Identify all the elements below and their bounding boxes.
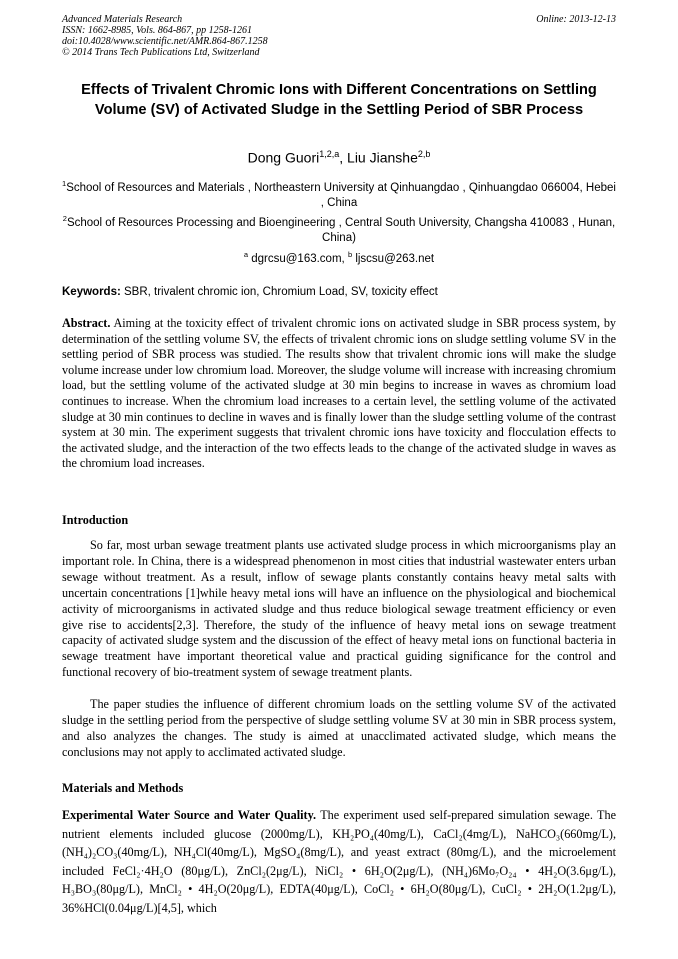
introduction-paragraph-1: So far, most urban sewage treatment plants use activated sludge process in which microorganisms play an important role. In China, there is a widespread phenomenon in most cities that industrial wastewater enters urban sewage without treatment. As a result, inflow of sewage plants constantly contains heavy metal salts with uncertain concentrations [1]while heavy metal ions will have an influence on the physiological and biochemical activity of microorganisms in activated sludge and thus reduce biological sewage treatment efficiency or even give rise to accidents[2,3]. Therefore, the study of the influence of heavy metal ions on sewage treatment capacity of activated sludge system and the discussion of the effect of heavy metal ions on functional bacteria in sewage treatment have important theoretical value and practical guiding significance for the control and functional recovery of bio-treatment system of sewage treatment plants. xyxy=(62,538,616,680)
email-b-sup: b xyxy=(347,250,353,259)
email-b: ljscsu@263.net xyxy=(355,252,435,265)
keywords-label: Keywords: xyxy=(62,286,121,298)
author-line xyxy=(62,149,616,166)
methods-subheading: Experimental Water Source and Water Quality. xyxy=(62,808,317,822)
abstract-label: Abstract. xyxy=(62,316,111,330)
affiliation-1 xyxy=(62,176,616,212)
copyright-line: © 2014 Trans Tech Publications Ltd, Switzerland xyxy=(62,47,260,58)
methods-paragraph xyxy=(62,806,616,918)
paper-title: Effects of Trivalent Chromic Ions with Different Concentrations on Settling Volume (SV) of Activated Sludge in the Settling Period of SBR Process xyxy=(81,82,597,118)
issn-line: ISSN: 1662-8985, Vols. 864-867, pp 1258-1261 xyxy=(62,25,252,36)
author-separator: , xyxy=(339,149,348,166)
email-line xyxy=(62,247,616,267)
affiliation-2 xyxy=(62,211,616,247)
journal-header xyxy=(62,14,616,58)
methods-text: The experiment used self-prepared simulation sewage. The nutrient elements included glucose (2000mg/L), KH₂PO₄(40mg/L), CaCl₂(4mg/L), NaHCO₃(660mg/L), (NH₄)₂CO₃(40mg/L), NH₄Cl(40mg/L), MgSO₄(8mg/L), and yeast extract (80mg/L), and the microelement included FeCl₂·4H₂O (80μg/L), ZnCl₂(2μg/L), NiCl₂ • 6H₂O(2μg/L), (NH₄)6Mo₇O₂₄ • 4H₂O(3.6μg/L), H₃BO₃(80μg/L), MnCl₂ • 4H₂O(20μg/L), EDTA(40μg/L), CoCl₂ • 6H₂O(80μg/L), CuCl₂ • 2H₂O(1.2μg/L), 36%HCl(0.04μg/L)[4,5], which xyxy=(62,808,616,915)
abstract-text: Aiming at the toxicity effect of trivalent chromic ions on activated sludge in SBR process system, by determination of the settling volume SV, the effects of trivalent chromic ions on sludge settling volume SV in the settling period of SBR process was studied. The results show that trivalent chromic ions will make the sludge volume increase under low chromium load. Moreover, the sludge volume will increase with increasing chromium load, but the settling volume of the activated sludge at 30 min begins to increase in waves as chromium load continues to increase. When the chromium load increases to a certain level, the settling volume of the activated sludge at 30 min continues to decline in waves and is finally lower than the sludge settling volume of the contrast system at 30 min. The experiment suggests that trivalent chromic ions have toxicity and flocculation effects to the activated sludge, and the interaction of the two effects leads to the change of the activated sludge in waves as the chromium load increases. xyxy=(62,316,617,471)
keywords xyxy=(62,286,616,298)
keywords-text: SBR, trivalent chromic ion, Chromium Load, SV, toxicity effect xyxy=(124,286,438,298)
abstract xyxy=(62,316,616,472)
online-date: Online: 2013-12-13 xyxy=(536,14,616,25)
email-a-sup: a xyxy=(243,250,249,259)
affiliation-1-text: School of Resources and Materials , Northeastern University at Qinhuangdao , Qinhuangdao 066004, Hebei , China xyxy=(66,181,616,210)
author-2-sup: 2,b xyxy=(417,149,431,159)
affiliation-2-sup: 2 xyxy=(62,214,67,223)
introduction-paragraph-2: The paper studies the influence of different chromium loads on the settling volume SV of the activated sludge in the settling period from the perspective of sludge settling volume SV at 30 min in SBR process system, and also analyzes the changes. The study is aimed at unacclimated activated sludge, which means the conclusions may not apply to acclimated activated sludge. xyxy=(62,697,616,759)
methods-heading: Materials and Methods xyxy=(62,781,184,795)
introduction-heading: Introduction xyxy=(62,513,129,527)
author-2-name: Liu Jianshe xyxy=(347,149,418,166)
affiliation-1-sup: 1 xyxy=(62,179,67,188)
email-a: dgrcsu@163.com, xyxy=(251,252,345,265)
affiliation-2-text: School of Resources Processing and Bioengineering , Central South University, Changsha 410083 , Hunan, China) xyxy=(66,216,616,245)
journal-name: Advanced Materials Research xyxy=(62,14,183,25)
author-1-name: Dong Guori xyxy=(247,149,320,166)
author-1-sup: 1,2,a xyxy=(319,149,340,159)
doi-line: doi:10.4028/www.scientific.net/AMR.864-867.1258 xyxy=(62,36,268,47)
